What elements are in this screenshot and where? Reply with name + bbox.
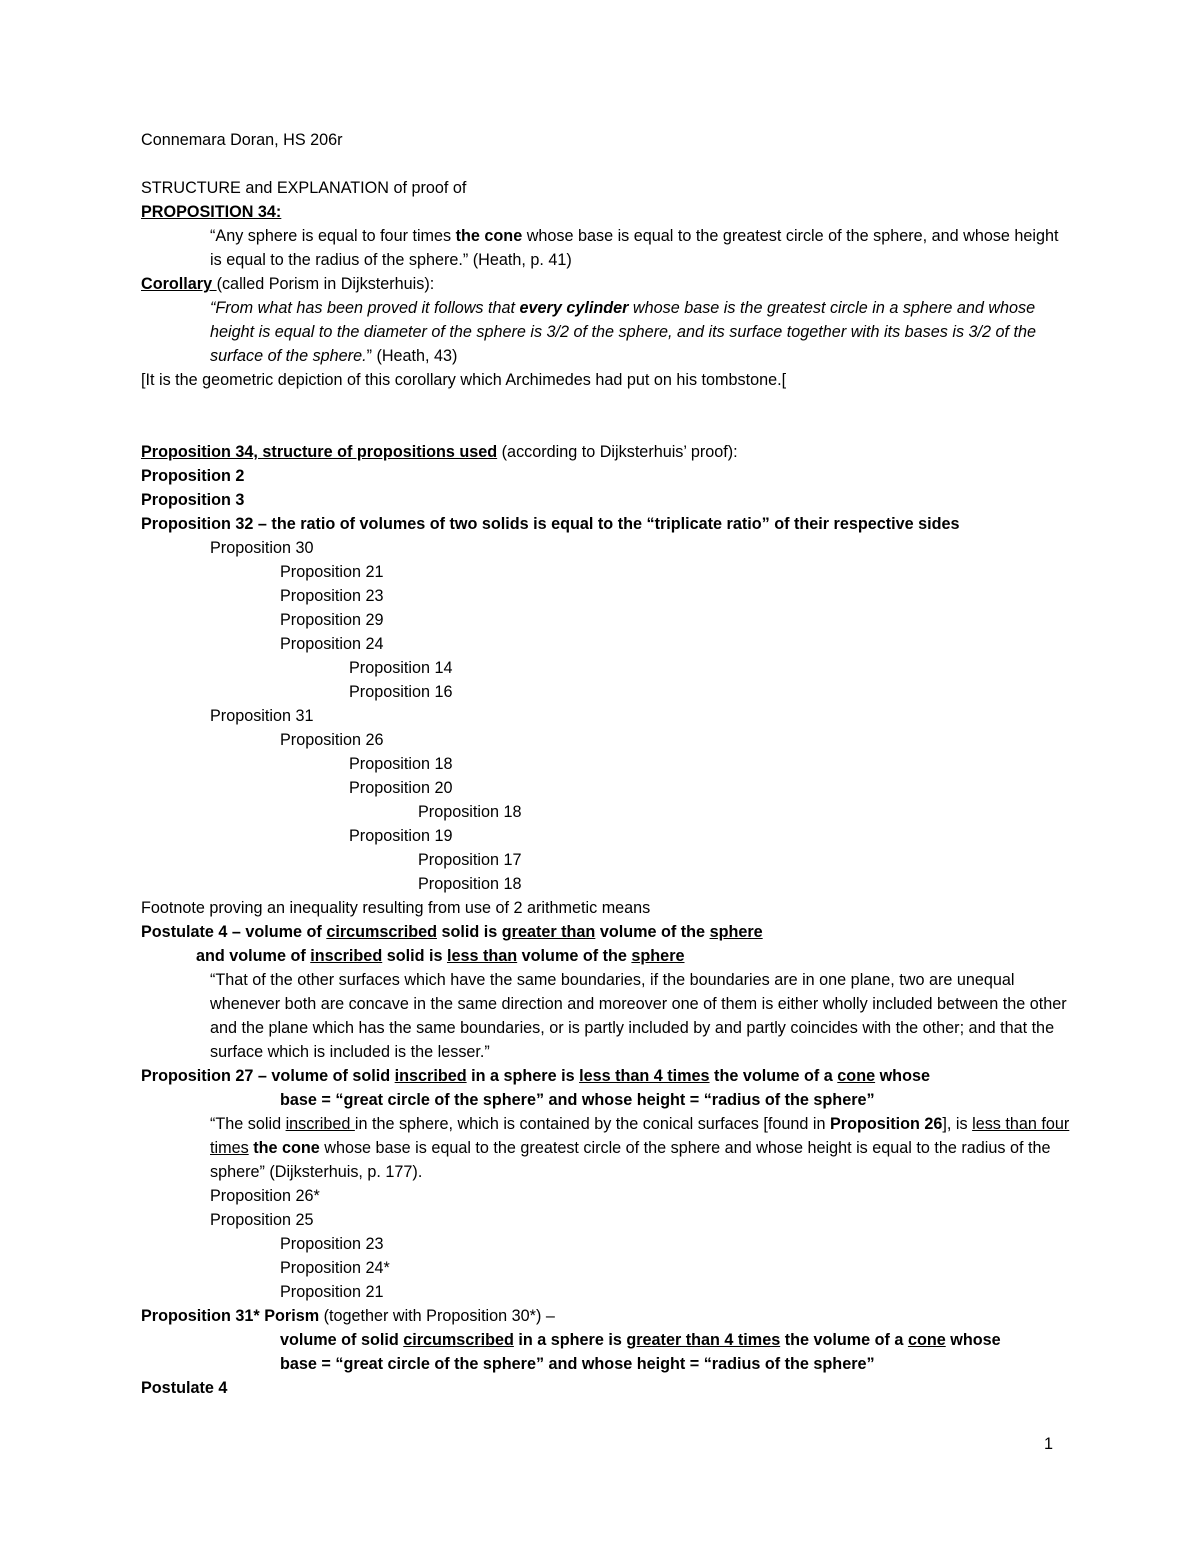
corollary-quote-part1: “From what has been proved it follows that (210, 299, 520, 317)
proposition-27-term-inscribed: inscribed (394, 1067, 467, 1085)
tree-item: Proposition 21 (280, 1283, 384, 1301)
structure-section-heading-rest: (according to Dijksterhuis’ proof): (497, 443, 738, 461)
spacer (141, 392, 1071, 416)
tree-item: Proposition 18 (349, 755, 453, 773)
porism-heading (141, 1304, 1071, 1328)
tree-item: Proposition 23 (280, 1235, 384, 1253)
porism-body-line2: base = “great circle of the sphere” and whose height = “radius of the sphere” (280, 1355, 875, 1373)
document-body (141, 128, 1071, 1400)
postulate-4-quote: “That of the other surfaces which have the same boundaries, if the boundaries are in one plane, two are unequal whenever both are concave in the same direction and moreover one of them is either wholly included between the other and the plane which has the same boundaries, or is partly included by and partly coincides with the other; and that the surface which is included is the lesser.” (210, 971, 1067, 1061)
structure-section-heading (141, 440, 1071, 464)
tree-item: Proposition 30 (210, 539, 314, 557)
porism-term-circumscribed: circumscribed (403, 1331, 514, 1349)
proposition-27-term-less-than-4-times: less than 4 times (579, 1067, 710, 1085)
proposition-34-quote (210, 224, 1070, 272)
tree-item-proposition-32: Proposition 32 – the ratio of volumes of two solids is equal to the “triplicate ratio” of their respective sides (141, 515, 960, 533)
proposition-34-quote-emphasis: the cone (455, 227, 523, 245)
tree-item: Proposition 17 (418, 851, 522, 869)
tree-item: Proposition 18 (418, 803, 522, 821)
postulate-4-line-a (141, 920, 1071, 944)
postulate-4-a-text3: volume of the (595, 923, 710, 941)
corollary-quote (210, 296, 1070, 368)
tree-item: Proposition 31 (210, 707, 314, 725)
spacer (141, 152, 1071, 176)
proposition-34-heading: PROPOSITION 34: (141, 203, 282, 221)
postulate-4-b-text1: and volume of (196, 947, 311, 965)
proposition-27-quote-ref-proposition-26: Proposition 26 (829, 1115, 943, 1133)
proposition-27-quote (210, 1112, 1070, 1184)
page-number: 1 (1044, 1435, 1054, 1453)
postulate-4-final: Postulate 4 (141, 1379, 228, 1397)
tree-item-proposition-3: Proposition 3 (141, 491, 245, 509)
tree-item: Proposition 24 (280, 635, 384, 653)
tree-item: Proposition 25 (210, 1211, 314, 1229)
tree-item: Proposition 18 (418, 875, 522, 893)
tree-item: Proposition 21 (280, 563, 384, 581)
porism-heading-rest: (together with Proposition 30*) – (319, 1307, 555, 1325)
tree-item: Proposition 20 (349, 779, 453, 797)
proposition-27-line2: base = “great circle of the sphere” and whose height = “radius of the sphere” (280, 1091, 875, 1109)
tree-item: Proposition 24* (280, 1259, 390, 1277)
tree-item: Proposition 26 (280, 731, 384, 749)
tombstone-note: [It is the geometric depiction of this corollary which Archimedes had put on his tombstone.[ (141, 371, 787, 389)
tree-item: Proposition 29 (280, 611, 384, 629)
proposition-34-quote-part2: whose base is equal to the greatest circle of the sphere, and whose height is equal to the radius of the sphere.” (Heath, p. 41) (210, 227, 1059, 269)
postulate-4-a-term-circumscribed: circumscribed (326, 923, 437, 941)
proposition-27-quote-text5: whose base is equal to the greatest circle of the sphere and whose height is equal to the radius of the sphere” (Dijksterhuis, p. 177). (210, 1139, 1051, 1181)
footnote-line: Footnote proving an inequality resulting from use of 2 arithmetic means (141, 899, 651, 917)
postulate-4-a-text2: solid is (436, 923, 502, 941)
tree-item: Proposition 19 (349, 827, 453, 845)
proposition-27-quote-term-less-than-four-times: less than four times (210, 1115, 1070, 1157)
corollary-heading (141, 272, 1071, 296)
corollary-label: Corollary (141, 275, 217, 293)
author-line: Connemara Doran, HS 206r (141, 131, 343, 149)
tree-item-proposition-2: Proposition 2 (141, 467, 245, 485)
spacer (141, 416, 1071, 440)
proposition-27-text3: the volume of a (709, 1067, 838, 1085)
postulate-4-line-b (196, 944, 1071, 968)
porism-body-line1 (280, 1328, 1071, 1352)
proposition-27-quote-text1: “The solid (210, 1115, 286, 1133)
postulate-4-a-term-greater-than: greater than (501, 923, 596, 941)
proposition-27-quote-text3: ], is (942, 1115, 973, 1133)
porism-text1: volume of solid (280, 1331, 404, 1349)
postulate-4-b-term-less-than: less than (446, 947, 518, 965)
postulate-4-b-term-sphere: sphere (631, 947, 685, 965)
porism-text3: the volume of a (780, 1331, 908, 1349)
porism-heading-main: Proposition 31* Porism (141, 1307, 320, 1325)
proposition-27-line1 (141, 1064, 1071, 1088)
postulate-4-b-text2: solid is (382, 947, 447, 965)
proposition-34-quote-part1: “Any sphere is equal to four times (210, 227, 456, 245)
porism-text4: whose (945, 1331, 1001, 1349)
porism-text2: in a sphere is (513, 1331, 627, 1349)
proposition-27-text1: Proposition 27 – volume of solid (141, 1067, 395, 1085)
proposition-27-text4: whose (875, 1067, 930, 1085)
postulate-4-a-term-sphere: sphere (709, 923, 763, 941)
tree-item: Proposition 26* (210, 1187, 320, 1205)
proposition-27-text2: in a sphere is (466, 1067, 580, 1085)
tree-item: Proposition 23 (280, 587, 384, 605)
porism-term-cone: cone (907, 1331, 946, 1349)
proposition-27-term-cone: cone (837, 1067, 876, 1085)
postulate-4-b-term-inscribed: inscribed (310, 947, 383, 965)
proposition-27-quote-text2: in the sphere, which is contained by the conical surfaces [found in (354, 1115, 830, 1133)
structure-intro-line: STRUCTURE and EXPLANATION of proof of (141, 179, 467, 197)
proposition-27-quote-emphasis-the-cone: the cone (253, 1139, 320, 1157)
tree-item: Proposition 14 (349, 659, 453, 677)
corollary-quote-close: ” (Heath, 43) (366, 347, 458, 365)
porism-term-greater-than-4-times: greater than 4 times (626, 1331, 781, 1349)
corollary-quote-emphasis: every cylinder (519, 299, 629, 317)
postulate-4-b-text3: volume of the (517, 947, 632, 965)
corollary-quote-part2: whose base is the greatest circle in a sphere and whose height is equal to the diameter of the sphere is 3/2 of the sphere, and its surface together with its bases is 3/2 of the surface of the sphere. (210, 299, 1037, 365)
postulate-4-a-text1: Postulate 4 – volume of (141, 923, 327, 941)
structure-section-heading-main: Proposition 34, structure of propositions used (141, 443, 498, 461)
proposition-27-quote-term-inscribed: inscribed (285, 1115, 355, 1133)
corollary-parenthetical: (called Porism in Dijksterhuis): (216, 275, 435, 293)
tree-item: Proposition 16 (349, 683, 453, 701)
